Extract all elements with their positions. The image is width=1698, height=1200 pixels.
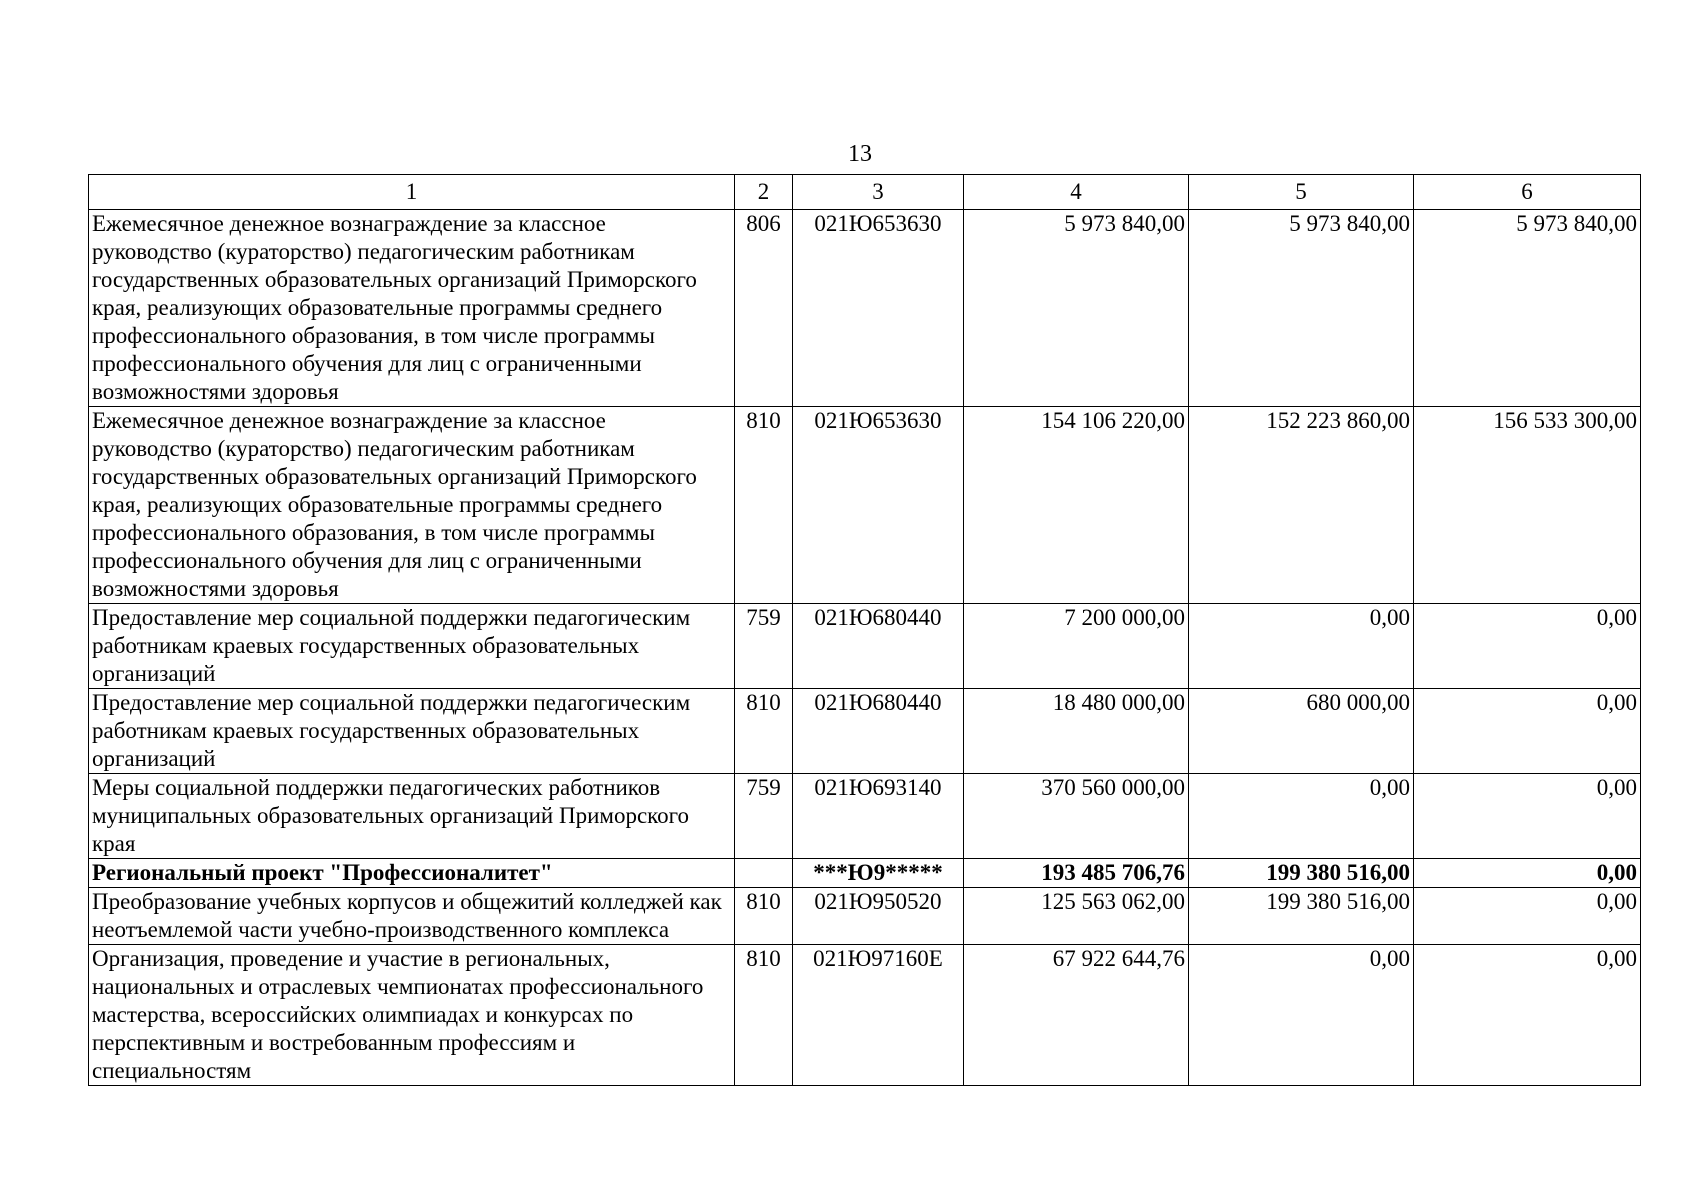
row-value-col4: 125 563 062,00 xyxy=(964,888,1189,945)
table-row-section-total xyxy=(89,859,1641,888)
budget-table xyxy=(88,174,1641,1086)
row-grbs-code: 759 xyxy=(735,604,793,689)
row-grbs-code: 810 xyxy=(735,407,793,604)
row-value-col4: 7 200 000,00 xyxy=(964,604,1189,689)
column-header: 3 xyxy=(793,175,964,210)
row-value-col5: 5 973 840,00 xyxy=(1189,210,1414,407)
row-target-code: 021Ю680440 xyxy=(793,689,964,774)
row-description: Организация, проведение и участие в региональных, национальных и отраслевых чемпионатах профессионального мастерства, всероссийских олимпиадах и конкурсах по перспективным и востребованным профессиям и специальностям xyxy=(89,945,735,1086)
column-header: 5 xyxy=(1189,175,1414,210)
row-description: Меры социальной поддержки педагогических работников муниципальных образовательных организаций Приморского края xyxy=(89,774,735,859)
row-target-code: 021Ю97160Е xyxy=(793,945,964,1086)
row-value-col5: 152 223 860,00 xyxy=(1189,407,1414,604)
column-header: 6 xyxy=(1414,175,1641,210)
table-row xyxy=(89,210,1641,407)
page-number: 13 xyxy=(848,141,872,167)
table-row xyxy=(89,945,1641,1086)
row-value-col6: 5 973 840,00 xyxy=(1414,210,1641,407)
row-value-col6: 156 533 300,00 xyxy=(1414,407,1641,604)
column-header: 2 xyxy=(735,175,793,210)
table-row xyxy=(89,774,1641,859)
row-grbs-code: 759 xyxy=(735,774,793,859)
row-target-code: 021Ю653630 xyxy=(793,210,964,407)
row-description: Ежемесячное денежное вознаграждение за классное руководство (кураторство) педагогическим работникам государственных образовательных организаций Приморского края, реализующих образовательные программы среднего профессионального образования, в том числе программы профессионального обучения для лиц с ограниченными возможностями здоровья xyxy=(89,407,735,604)
row-value-col5: 0,00 xyxy=(1189,945,1414,1086)
row-value-col6: 0,00 xyxy=(1414,604,1641,689)
row-target-code: 021Ю693140 xyxy=(793,774,964,859)
row-value-col4: 18 480 000,00 xyxy=(964,689,1189,774)
row-value-col6: 0,00 xyxy=(1414,888,1641,945)
row-grbs-code: 810 xyxy=(735,689,793,774)
row-value-col6: 0,00 xyxy=(1414,859,1641,888)
row-target-code: 021Ю950520 xyxy=(793,888,964,945)
row-value-col6: 0,00 xyxy=(1414,774,1641,859)
header-row xyxy=(89,175,1641,210)
row-description: Региональный проект "Профессионалитет" xyxy=(89,859,735,888)
row-description: Ежемесячное денежное вознаграждение за классное руководство (кураторство) педагогическим работникам государственных образовательных организаций Приморского края, реализующих образовательные программы среднего профессионального образования, в том числе программы профессионального обучения для лиц с ограниченными возможностями здоровья xyxy=(89,210,735,407)
row-description: Предоставление мер социальной поддержки педагогическим работникам краевых государственных образовательных организаций xyxy=(89,689,735,774)
row-value-col4: 370 560 000,00 xyxy=(964,774,1189,859)
row-value-col4: 5 973 840,00 xyxy=(964,210,1189,407)
row-value-col5: 199 380 516,00 xyxy=(1189,859,1414,888)
row-grbs-code xyxy=(735,859,793,888)
row-value-col5: 680 000,00 xyxy=(1189,689,1414,774)
row-value-col4: 154 106 220,00 xyxy=(964,407,1189,604)
row-value-col4: 67 922 644,76 xyxy=(964,945,1189,1086)
row-value-col6: 0,00 xyxy=(1414,945,1641,1086)
row-value-col5: 199 380 516,00 xyxy=(1189,888,1414,945)
row-value-col6: 0,00 xyxy=(1414,689,1641,774)
row-value-col5: 0,00 xyxy=(1189,774,1414,859)
row-description: Преобразование учебных корпусов и общежитий колледжей как неотъемлемой части учебно-производственного комплекса xyxy=(89,888,735,945)
row-target-code: ***Ю9***** xyxy=(793,859,964,888)
table-row xyxy=(89,888,1641,945)
table-row xyxy=(89,604,1641,689)
table-row xyxy=(89,689,1641,774)
row-value-col4: 193 485 706,76 xyxy=(964,859,1189,888)
row-target-code: 021Ю653630 xyxy=(793,407,964,604)
row-grbs-code: 810 xyxy=(735,945,793,1086)
row-value-col5: 0,00 xyxy=(1189,604,1414,689)
row-description: Предоставление мер социальной поддержки педагогическим работникам краевых государственных образовательных организаций xyxy=(89,604,735,689)
row-grbs-code: 806 xyxy=(735,210,793,407)
row-grbs-code: 810 xyxy=(735,888,793,945)
row-target-code: 021Ю680440 xyxy=(793,604,964,689)
table-row xyxy=(89,407,1641,604)
column-header: 4 xyxy=(964,175,1189,210)
column-header: 1 xyxy=(89,175,735,210)
